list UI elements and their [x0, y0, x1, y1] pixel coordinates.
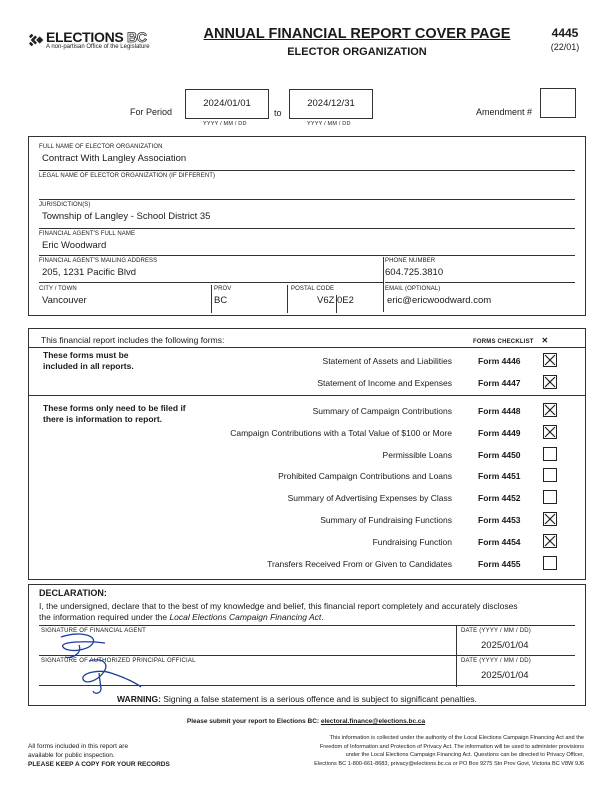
- footer-right-4: Elections BC 1-800-661-8683, privacy@elections.bc.ca or PO Box 9275 Stn Prov Govt, Victoria BC V8W 9J6: [314, 760, 584, 767]
- declaration-act: Local Elections Campaign Financing Act: [169, 612, 322, 622]
- form-checkbox[interactable]: [543, 490, 557, 504]
- form-row-number: Form 4449: [478, 427, 521, 438]
- declaration-text-end: .: [321, 612, 324, 622]
- amendment-label: Amendment #: [476, 107, 533, 117]
- footer-right-3: under the Local Elections Campaign Financing Act. Questions can be directed to Privacy Officer,: [345, 752, 584, 758]
- forms-checklist-label: [473, 336, 548, 345]
- period-to-label: to: [274, 108, 282, 118]
- email-field[interactable]: [385, 285, 575, 311]
- check-x-icon: [544, 513, 556, 525]
- form-checkbox[interactable]: [543, 468, 557, 482]
- period-end-hint: YYYY / MM / DD: [307, 121, 351, 127]
- check-x-icon: [544, 535, 556, 547]
- submit-text: Please submit your report to Elections BC:: [186, 718, 320, 725]
- city-label: CITY / TOWN: [39, 286, 77, 292]
- jurisdiction-field[interactable]: [39, 201, 575, 229]
- forms-checklist-text: FORMS CHECKLIST: [473, 339, 534, 345]
- form-checkbox[interactable]: [543, 534, 557, 548]
- agent-address-label: FINANCIAL AGENT'S MAILING ADDRESS: [39, 258, 158, 264]
- footer-right-2: Freedom of Information and Protection of Privacy Act. The information will be used to administer provisions: [319, 743, 584, 750]
- footer-left-2: available for public inspection.: [28, 752, 115, 759]
- agent-name-field[interactable]: [39, 230, 575, 256]
- postal-code-part-1: V6Z: [317, 295, 335, 306]
- province-field[interactable]: [214, 285, 284, 311]
- form-row-number: Form 4453: [478, 515, 521, 525]
- city-value: Vancouver: [42, 295, 87, 306]
- sig2-label: SIGNATURE OF AUTHORIZED PRINCIPAL OFFICIAL: [41, 658, 196, 664]
- optional-forms-heading: These forms only need to be filed if there is information to report.: [43, 403, 186, 424]
- province-value: BC: [214, 295, 228, 306]
- jurisdiction-value: Township of Langley - School District 35: [42, 211, 211, 222]
- logo-subtitle: A non-partisan Office of the Legislature: [46, 44, 150, 50]
- form-number: 4445: [551, 26, 579, 40]
- form-checkbox[interactable]: [543, 512, 557, 526]
- form-row-number: Form 4452: [478, 493, 521, 504]
- date2-label: DATE (YYYY / MM / DD): [461, 658, 531, 664]
- agent-name-label: FINANCIAL AGENT'S FULL NAME: [39, 231, 136, 237]
- logo-bc: BC: [127, 29, 147, 45]
- city-field[interactable]: [39, 285, 209, 311]
- date1-label: DATE (YYYY / MM / DD): [461, 628, 531, 634]
- declaration-text-2: the information required under the: [39, 612, 168, 622]
- agent-address-field[interactable]: [39, 257, 383, 283]
- form-row-number: Form 4450: [478, 449, 521, 460]
- page-subtitle: ELECTOR ORGANIZATION: [287, 46, 427, 58]
- postal-code-part-2: 0E2: [337, 295, 354, 306]
- check-x-icon: [544, 376, 556, 388]
- province-label: PROV: [214, 286, 232, 292]
- period-label: For Period: [130, 107, 173, 117]
- jurisdiction-label: JURISDICTION(S): [39, 202, 91, 208]
- agent-name-value: Eric Woodward: [42, 240, 107, 251]
- form-row-number: Form 4446: [478, 356, 521, 366]
- forms-checklist-section: [28, 328, 586, 580]
- form-row-number: Form 4455: [478, 558, 521, 569]
- logo-wordmark: [46, 29, 147, 45]
- phone-value: 604.725.3810: [385, 267, 444, 278]
- form-row-name: Summary of Fundraising Functions: [320, 515, 452, 525]
- form-row-number: Form 4451: [478, 471, 521, 482]
- page-title: ANNUAL FINANCIAL REPORT COVER PAGE: [203, 26, 511, 42]
- checklist-x-icon: ✕: [541, 336, 549, 345]
- period-start-hint: YYYY / MM / DD: [203, 121, 247, 127]
- date1-value: 2025/01/04: [481, 640, 529, 651]
- form-row-name: Prohibited Campaign Contributions and Loans: [278, 471, 452, 482]
- forms-intro: This financial report includes the following forms:: [41, 335, 225, 345]
- amendment-field[interactable]: [540, 88, 576, 118]
- email-value: eric@ericwoodward.com: [387, 295, 492, 306]
- logo-main: ELECTIONS: [46, 29, 124, 45]
- org-legal-name-field[interactable]: [39, 172, 575, 200]
- agent-address-value: 205, 1231 Pacific Blvd: [42, 267, 137, 278]
- form-checkbox[interactable]: [543, 403, 557, 417]
- organization-info-section: [28, 136, 586, 316]
- org-name-value: Contract With Langley Association: [42, 153, 187, 164]
- check-x-icon: [544, 354, 556, 366]
- footer-left-3: PLEASE KEEP A COPY FOR YOUR RECORDS: [28, 761, 170, 768]
- period-start-field[interactable]: 2024/01/01: [185, 89, 269, 119]
- warning-message: Signing a false statement is a serious offence and is subject to significant penalties.: [163, 694, 477, 704]
- declaration-text-1: I, the undersigned, declare that to the best of my knowledge and belief, this financial report completely and accurately discloses: [39, 601, 518, 611]
- org-legal-name-label: LEGAL NAME OF ELECTOR ORGANIZATION (IF DIFFERENT): [39, 173, 216, 179]
- footer-left: [28, 742, 170, 769]
- submit-line: [0, 718, 612, 725]
- form-row-number: Form 4447: [478, 378, 521, 388]
- date2-value: 2025/01/04: [481, 670, 529, 681]
- org-name-field[interactable]: [39, 143, 575, 171]
- declaration-section: [28, 584, 586, 706]
- check-x-icon: [544, 404, 556, 416]
- form-row-name: Campaign Contributions with a Total Value of $100 or More: [230, 427, 452, 438]
- submit-email-link[interactable]: electoral.finance@elections.bc.ca: [320, 718, 426, 725]
- form-row-name: Fundraising Function: [372, 536, 452, 547]
- email-label: EMAIL (OPTIONAL): [385, 286, 441, 292]
- form-row-name: Summary of Campaign Contributions: [312, 406, 452, 416]
- elections-bc-logo-icon: [28, 31, 46, 49]
- footer-right: [232, 734, 584, 768]
- form-checkbox[interactable]: [543, 425, 557, 439]
- form-checkbox[interactable]: [543, 353, 557, 367]
- postal-code-label: POSTAL CODE: [291, 286, 335, 292]
- declaration-text: [39, 601, 579, 623]
- form-checkbox[interactable]: [543, 556, 557, 570]
- footer-right-1: This information is collected under the authority of the Local Elections Campaign Financing Act and the: [329, 735, 584, 741]
- phone-field[interactable]: [385, 257, 575, 283]
- form-row-name: Summary of Advertising Expenses by Class: [287, 493, 452, 504]
- org-name-label: FULL NAME OF ELECTOR ORGANIZATION: [39, 144, 163, 150]
- warning-text: [117, 694, 477, 704]
- form-row-number: Form 4454: [478, 536, 521, 547]
- form-checkbox[interactable]: [543, 447, 557, 461]
- form-checkbox[interactable]: [543, 375, 557, 389]
- required-forms-heading: These forms must be included in all reports.: [43, 350, 134, 371]
- signature-icon: [49, 629, 159, 699]
- declaration-heading: DECLARATION:: [39, 588, 107, 598]
- form-version: (22/01): [550, 42, 580, 52]
- period-end-field[interactable]: 2024/12/31: [289, 89, 373, 119]
- form-row-name: Statement of Income and Expenses: [317, 378, 452, 388]
- warning-label: WARNING:: [117, 694, 161, 704]
- form-row-name: Statement of Assets and Liabilities: [322, 356, 452, 366]
- footer-left-1: All forms included in this report are: [28, 743, 129, 750]
- form-row-name: Permissible Loans: [382, 449, 452, 460]
- form-row-number: Form 4448: [478, 406, 521, 416]
- sig1-label: SIGNATURE OF FINANCIAL AGENT: [41, 628, 146, 634]
- form-row-name: Transfers Received From or Given to Candidates: [267, 558, 452, 569]
- check-x-icon: [544, 426, 556, 438]
- phone-label: PHONE NUMBER: [385, 258, 436, 264]
